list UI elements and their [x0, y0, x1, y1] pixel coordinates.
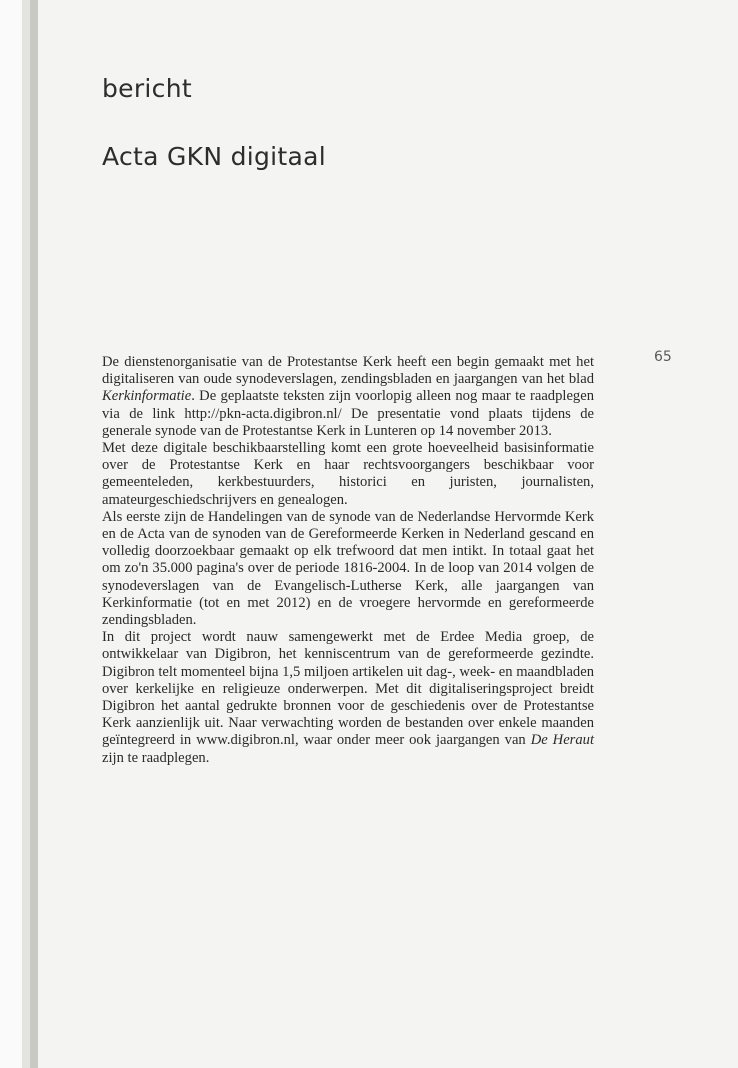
paragraph-text: In dit project wordt nauw samengewerkt met de Erdee Media groep, de ontwikkelaar van Digibron, het kenniscentrum van de gereformeerde gezindte. Digibron telt momenteel bijna 1,5 miljoen artikelen uit dag-, week- en maandbladen over kerkelijke en religieuze onderwerpen. Met dit digitaliseringsproject breidt Digibron het aantal gedrukte bronnen voor de geschiedenis over de Protestantse Kerk aanzienlijk uit. Naar verwachting worden de bestanden over enkele maanden geïntegreerd in www.digibron.nl, waar onder meer ook jaargangen van — [102, 629, 594, 749]
page-edge — [0, 0, 22, 1068]
section-label: bericht — [102, 74, 192, 103]
page-number: 65 — [654, 349, 672, 365]
binding-gutter-shadow — [30, 0, 38, 1068]
article-title: Acta GKN digitaal — [102, 142, 327, 171]
body-paragraph — [102, 509, 594, 629]
italic-title-text: De Heraut — [530, 732, 594, 749]
italic-title-text: Kerkinformatie — [102, 388, 192, 405]
article-body — [102, 354, 594, 767]
body-paragraph — [102, 629, 594, 767]
binding-gutter-light — [22, 0, 30, 1068]
paragraph-text: . De geplaatste teksten zijn voorlopig alleen nog maar te raadplegen via de link http://pkn-acta.digibron.nl/ De presentatie vond plaats tijdens de generale synode van de Protestantse Kerk in Lunteren op 14 november 2013. — [102, 388, 594, 439]
paragraph-text: De dienstenorganisatie van de Protestantse Kerk heeft een begin gemaakt met het digitaliseren van oude synodeverslagen, zendingsbladen en jaargangen van het blad — [102, 354, 594, 388]
paragraph-text: Als eerste zijn de Handelingen van de synode van de Nederlandse Hervormde Kerk en de Acta van de synoden van de Gereformeerde Kerken in Nederland gescand en volledig doorzoekbaar gemaakt op elk trefwoord dat men intikt. In totaal gaat het om zo'n 35.000 pagina's over de periode 1816-2004. In de loop van 2014 volgen de synodeverslagen van de Evangelisch-Lutherse Kerk, alle jaargangen van Kerkinformatie (tot en met 2012) en de vroegere hervormde en gereformeerde zendingsbladen. — [102, 508, 594, 629]
body-paragraph — [102, 440, 594, 509]
body-paragraph — [102, 354, 594, 440]
paragraph-text: Met deze digitale beschikbaarstelling komt een grote hoeveelheid basisinformatie over de Protestantse Kerk en haar rechtsvoorgangers beschikbaar voor gemeenteleden, kerkbestuurders, historici en juristen, journalisten, amateurgeschiedschrijvers en genealogen. — [102, 440, 594, 508]
paragraph-text: zijn te raadplegen. — [102, 749, 210, 766]
